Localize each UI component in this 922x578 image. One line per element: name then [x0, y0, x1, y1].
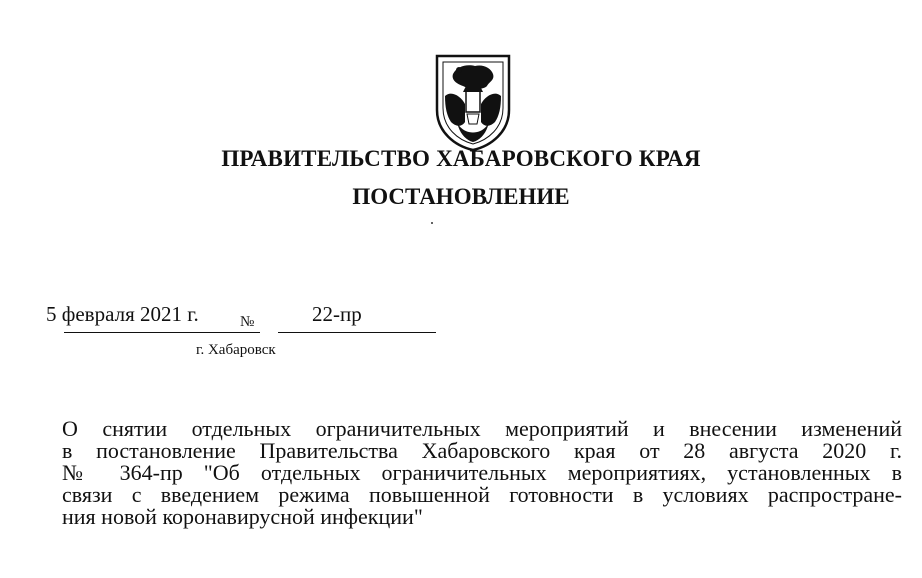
- coat-of-arms-icon: [431, 52, 515, 152]
- organization-title: ПРАВИТЕЛЬСТВО ХАБАРОВСКОГО КРАЯ: [221, 146, 701, 171]
- subject-line: в постановление Правительства Хабаровского края от 28 августа 2020 г.: [62, 438, 902, 463]
- subject-line: О снятии отдельных ограничительных мероприятий и внесении изменений: [62, 416, 902, 441]
- document-city: г. Хабаровск: [196, 342, 276, 358]
- subject-line: № 364-пр "Об отдельных ограничительных мероприятиях, установленных в: [62, 460, 902, 485]
- document-type-heading: ПОСТАНОВЛЕНИЕ: [352, 184, 570, 209]
- date-number-line: [46, 302, 438, 336]
- document-number: 22-пр: [312, 302, 362, 326]
- document-subject: [62, 418, 902, 528]
- document-date: 5 февраля 2021 г.: [46, 302, 199, 326]
- subject-line: связи с введением режима повышенной готовности в условиях распростране-: [62, 482, 902, 507]
- number-sign: №: [240, 314, 255, 330]
- scan-dot-decoration: [431, 222, 433, 224]
- number-underline: [278, 332, 436, 333]
- date-underline: [64, 332, 260, 333]
- subject-line: ния новой коронавирусной инфекции": [62, 504, 423, 529]
